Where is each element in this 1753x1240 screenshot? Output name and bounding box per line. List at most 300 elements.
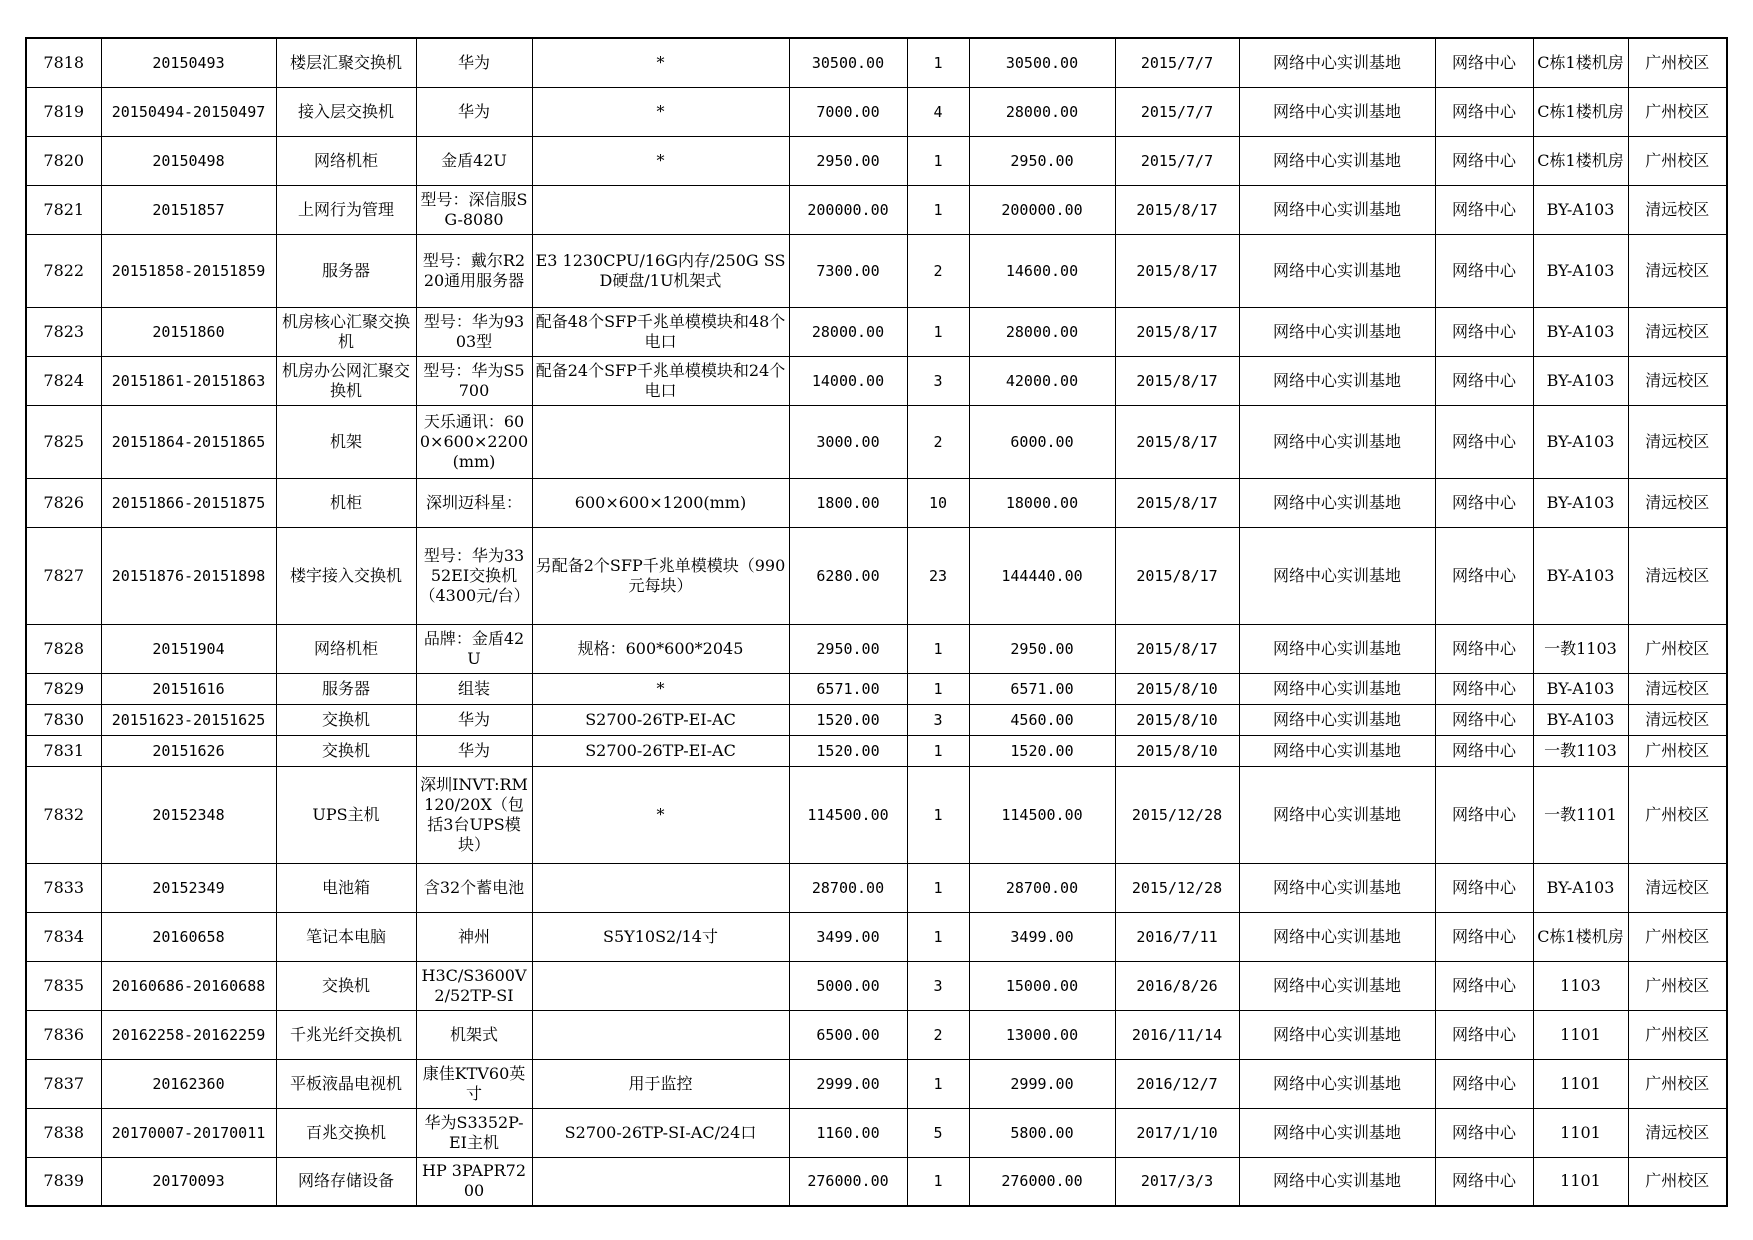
manager-cell: 网络中心 <box>1435 673 1533 704</box>
purchase-date-cell: 2015/8/17 <box>1115 478 1239 527</box>
quantity-cell: 1 <box>907 624 969 673</box>
purchase-date-cell: 2015/7/7 <box>1115 136 1239 185</box>
location-cell: BY-A103 <box>1533 863 1628 912</box>
specification-cell <box>532 405 789 478</box>
brand-model-cell: 组装 <box>416 673 532 704</box>
row-number-cell: 7833 <box>26 863 101 912</box>
asset-name-cell: 楼层汇聚交换机 <box>276 38 416 87</box>
row-number-cell: 7821 <box>26 185 101 234</box>
specification-cell <box>532 185 789 234</box>
brand-model-cell: 品牌：金盾42U <box>416 624 532 673</box>
department-cell: 网络中心实训基地 <box>1239 1157 1435 1206</box>
specification-cell: S2700-26TP-EI-AC <box>532 704 789 735</box>
department-cell: 网络中心实训基地 <box>1239 87 1435 136</box>
specification-cell: * <box>532 766 789 863</box>
table-row <box>26 1108 1727 1157</box>
quantity-cell: 2 <box>907 405 969 478</box>
manager-cell: 网络中心 <box>1435 704 1533 735</box>
manager-cell: 网络中心 <box>1435 136 1533 185</box>
unit-price-cell: 2950.00 <box>789 624 907 673</box>
total-amount-cell: 42000.00 <box>969 356 1115 405</box>
brand-model-cell: 深圳INVT:RM120/20X（包括3台UPS模块） <box>416 766 532 863</box>
quantity-cell: 2 <box>907 234 969 307</box>
campus-cell: 清远校区 <box>1628 478 1727 527</box>
specification-cell: S2700-26TP-EI-AC <box>532 735 789 766</box>
location-cell: BY-A103 <box>1533 234 1628 307</box>
campus-cell: 广州校区 <box>1628 912 1727 961</box>
row-number-cell: 7829 <box>26 673 101 704</box>
campus-cell: 广州校区 <box>1628 766 1727 863</box>
total-amount-cell: 2950.00 <box>969 624 1115 673</box>
department-cell: 网络中心实训基地 <box>1239 912 1435 961</box>
total-amount-cell: 2950.00 <box>969 136 1115 185</box>
asset-code-cell: 20151864-20151865 <box>101 405 276 478</box>
total-amount-cell: 4560.00 <box>969 704 1115 735</box>
location-cell: BY-A103 <box>1533 185 1628 234</box>
quantity-cell: 5 <box>907 1108 969 1157</box>
department-cell: 网络中心实训基地 <box>1239 704 1435 735</box>
manager-cell: 网络中心 <box>1435 38 1533 87</box>
campus-cell: 清远校区 <box>1628 234 1727 307</box>
unit-price-cell: 6500.00 <box>789 1010 907 1059</box>
unit-price-cell: 2999.00 <box>789 1059 907 1108</box>
row-number-cell: 7822 <box>26 234 101 307</box>
brand-model-cell: 型号：华为9303型 <box>416 307 532 356</box>
row-number-cell: 7832 <box>26 766 101 863</box>
quantity-cell: 23 <box>907 527 969 624</box>
table-row <box>26 704 1727 735</box>
asset-name-cell: UPS主机 <box>276 766 416 863</box>
purchase-date-cell: 2015/8/17 <box>1115 185 1239 234</box>
location-cell: 一教1103 <box>1533 624 1628 673</box>
table-row <box>26 136 1727 185</box>
table-row <box>26 766 1727 863</box>
brand-model-cell: 金盾42U <box>416 136 532 185</box>
location-cell: 1101 <box>1533 1157 1628 1206</box>
row-number-cell: 7835 <box>26 961 101 1010</box>
purchase-date-cell: 2015/8/10 <box>1115 735 1239 766</box>
unit-price-cell: 7300.00 <box>789 234 907 307</box>
row-number-cell: 7827 <box>26 527 101 624</box>
campus-cell: 清远校区 <box>1628 307 1727 356</box>
location-cell: 一教1103 <box>1533 735 1628 766</box>
asset-code-cell: 20151866-20151875 <box>101 478 276 527</box>
table-row <box>26 405 1727 478</box>
unit-price-cell: 114500.00 <box>789 766 907 863</box>
table-row <box>26 735 1727 766</box>
location-cell: BY-A103 <box>1533 527 1628 624</box>
purchase-date-cell: 2015/8/17 <box>1115 527 1239 624</box>
row-number-cell: 7819 <box>26 87 101 136</box>
campus-cell: 广州校区 <box>1628 1059 1727 1108</box>
specification-cell <box>532 863 789 912</box>
campus-cell: 清远校区 <box>1628 527 1727 624</box>
campus-cell: 广州校区 <box>1628 87 1727 136</box>
table-row <box>26 1157 1727 1206</box>
asset-name-cell: 机架 <box>276 405 416 478</box>
specification-cell: E3 1230CPU/16G内存/250G SSD硬盘/1U机架式 <box>532 234 789 307</box>
manager-cell: 网络中心 <box>1435 1108 1533 1157</box>
quantity-cell: 3 <box>907 961 969 1010</box>
location-cell: 1101 <box>1533 1108 1628 1157</box>
specification-cell: * <box>532 87 789 136</box>
brand-model-cell: HP 3PAPR7200 <box>416 1157 532 1206</box>
department-cell: 网络中心实训基地 <box>1239 863 1435 912</box>
department-cell: 网络中心实训基地 <box>1239 405 1435 478</box>
asset-name-cell: 网络机柜 <box>276 136 416 185</box>
purchase-date-cell: 2016/8/26 <box>1115 961 1239 1010</box>
purchase-date-cell: 2015/8/17 <box>1115 234 1239 307</box>
unit-price-cell: 28700.00 <box>789 863 907 912</box>
brand-model-cell: 华为 <box>416 38 532 87</box>
unit-price-cell: 3000.00 <box>789 405 907 478</box>
brand-model-cell: 含32个蓄电池 <box>416 863 532 912</box>
asset-code-cell: 20152348 <box>101 766 276 863</box>
table-row <box>26 1059 1727 1108</box>
manager-cell: 网络中心 <box>1435 1010 1533 1059</box>
total-amount-cell: 200000.00 <box>969 185 1115 234</box>
brand-model-cell: 型号：华为S5700 <box>416 356 532 405</box>
specification-cell: 配备24个SFP千兆单模模块和24个电口 <box>532 356 789 405</box>
campus-cell: 清远校区 <box>1628 356 1727 405</box>
asset-table-body <box>26 38 1727 1206</box>
asset-name-cell: 上网行为管理 <box>276 185 416 234</box>
campus-cell: 广州校区 <box>1628 136 1727 185</box>
specification-cell: 配备48个SFP千兆单模模块和48个电口 <box>532 307 789 356</box>
purchase-date-cell: 2015/8/17 <box>1115 356 1239 405</box>
department-cell: 网络中心实训基地 <box>1239 1010 1435 1059</box>
total-amount-cell: 6571.00 <box>969 673 1115 704</box>
purchase-date-cell: 2017/1/10 <box>1115 1108 1239 1157</box>
row-number-cell: 7820 <box>26 136 101 185</box>
brand-model-cell: 华为 <box>416 735 532 766</box>
quantity-cell: 1 <box>907 136 969 185</box>
quantity-cell: 1 <box>907 185 969 234</box>
department-cell: 网络中心实训基地 <box>1239 185 1435 234</box>
purchase-date-cell: 2015/8/17 <box>1115 307 1239 356</box>
asset-name-cell: 接入层交换机 <box>276 87 416 136</box>
location-cell: BY-A103 <box>1533 673 1628 704</box>
specification-cell: 另配备2个SFP千兆单模模块（990元每块） <box>532 527 789 624</box>
brand-model-cell: 华为S3352P-EI主机 <box>416 1108 532 1157</box>
department-cell: 网络中心实训基地 <box>1239 136 1435 185</box>
brand-model-cell: 型号：戴尔R220通用服务器 <box>416 234 532 307</box>
total-amount-cell: 144440.00 <box>969 527 1115 624</box>
department-cell: 网络中心实训基地 <box>1239 356 1435 405</box>
purchase-date-cell: 2015/7/7 <box>1115 38 1239 87</box>
total-amount-cell: 14600.00 <box>969 234 1115 307</box>
department-cell: 网络中心实训基地 <box>1239 624 1435 673</box>
manager-cell: 网络中心 <box>1435 478 1533 527</box>
brand-model-cell: 型号：深信服SG-8080 <box>416 185 532 234</box>
total-amount-cell: 276000.00 <box>969 1157 1115 1206</box>
location-cell: 一教1101 <box>1533 766 1628 863</box>
department-cell: 网络中心实训基地 <box>1239 673 1435 704</box>
purchase-date-cell: 2015/8/17 <box>1115 405 1239 478</box>
total-amount-cell: 114500.00 <box>969 766 1115 863</box>
asset-name-cell: 服务器 <box>276 673 416 704</box>
specification-cell: S5Y10S2/14寸 <box>532 912 789 961</box>
unit-price-cell: 7000.00 <box>789 87 907 136</box>
total-amount-cell: 1520.00 <box>969 735 1115 766</box>
asset-code-cell: 20151858-20151859 <box>101 234 276 307</box>
brand-model-cell: 型号：华为3352EI交换机（4300元/台） <box>416 527 532 624</box>
unit-price-cell: 2950.00 <box>789 136 907 185</box>
location-cell: BY-A103 <box>1533 478 1628 527</box>
table-row <box>26 912 1727 961</box>
asset-code-cell: 20160686-20160688 <box>101 961 276 1010</box>
location-cell: 1103 <box>1533 961 1628 1010</box>
unit-price-cell: 200000.00 <box>789 185 907 234</box>
specification-cell <box>532 1157 789 1206</box>
location-cell: C栋1楼机房 <box>1533 136 1628 185</box>
department-cell: 网络中心实训基地 <box>1239 1059 1435 1108</box>
row-number-cell: 7837 <box>26 1059 101 1108</box>
row-number-cell: 7825 <box>26 405 101 478</box>
manager-cell: 网络中心 <box>1435 527 1533 624</box>
table-row <box>26 307 1727 356</box>
specification-cell: S2700-26TP-SI-AC/24口 <box>532 1108 789 1157</box>
asset-code-cell: 20162360 <box>101 1059 276 1108</box>
location-cell: BY-A103 <box>1533 356 1628 405</box>
quantity-cell: 1 <box>907 766 969 863</box>
row-number-cell: 7818 <box>26 38 101 87</box>
unit-price-cell: 1520.00 <box>789 735 907 766</box>
brand-model-cell: 康佳KTV60英寸 <box>416 1059 532 1108</box>
location-cell: C栋1楼机房 <box>1533 38 1628 87</box>
total-amount-cell: 28000.00 <box>969 87 1115 136</box>
purchase-date-cell: 2016/11/14 <box>1115 1010 1239 1059</box>
manager-cell: 网络中心 <box>1435 863 1533 912</box>
table-row <box>26 185 1727 234</box>
campus-cell: 清远校区 <box>1628 185 1727 234</box>
brand-model-cell: 机架式 <box>416 1010 532 1059</box>
specification-cell: * <box>532 673 789 704</box>
asset-code-cell: 20151876-20151898 <box>101 527 276 624</box>
brand-model-cell: 神州 <box>416 912 532 961</box>
manager-cell: 网络中心 <box>1435 185 1533 234</box>
table-row <box>26 527 1727 624</box>
purchase-date-cell: 2015/8/10 <box>1115 704 1239 735</box>
quantity-cell: 1 <box>907 38 969 87</box>
asset-code-cell: 20150494-20150497 <box>101 87 276 136</box>
asset-code-cell: 20151904 <box>101 624 276 673</box>
asset-table <box>25 37 1728 1207</box>
manager-cell: 网络中心 <box>1435 1059 1533 1108</box>
unit-price-cell: 28000.00 <box>789 307 907 356</box>
specification-cell: 600×600×1200(mm) <box>532 478 789 527</box>
manager-cell: 网络中心 <box>1435 307 1533 356</box>
quantity-cell: 3 <box>907 704 969 735</box>
purchase-date-cell: 2015/12/28 <box>1115 863 1239 912</box>
row-number-cell: 7839 <box>26 1157 101 1206</box>
asset-code-cell: 20150498 <box>101 136 276 185</box>
unit-price-cell: 3499.00 <box>789 912 907 961</box>
department-cell: 网络中心实训基地 <box>1239 766 1435 863</box>
total-amount-cell: 30500.00 <box>969 38 1115 87</box>
campus-cell: 清远校区 <box>1628 863 1727 912</box>
asset-name-cell: 平板液晶电视机 <box>276 1059 416 1108</box>
purchase-date-cell: 2015/8/17 <box>1115 624 1239 673</box>
unit-price-cell: 30500.00 <box>789 38 907 87</box>
total-amount-cell: 5800.00 <box>969 1108 1115 1157</box>
asset-code-cell: 20151857 <box>101 185 276 234</box>
brand-model-cell: 天乐通讯：600×600×2200(mm) <box>416 405 532 478</box>
manager-cell: 网络中心 <box>1435 234 1533 307</box>
campus-cell: 清远校区 <box>1628 1108 1727 1157</box>
asset-name-cell: 机房办公网汇聚交换机 <box>276 356 416 405</box>
table-row <box>26 234 1727 307</box>
location-cell: BY-A103 <box>1533 307 1628 356</box>
asset-code-cell: 20151860 <box>101 307 276 356</box>
quantity-cell: 1 <box>907 912 969 961</box>
unit-price-cell: 1800.00 <box>789 478 907 527</box>
location-cell: 1101 <box>1533 1059 1628 1108</box>
campus-cell: 广州校区 <box>1628 38 1727 87</box>
campus-cell: 广州校区 <box>1628 961 1727 1010</box>
quantity-cell: 2 <box>907 1010 969 1059</box>
table-row <box>26 863 1727 912</box>
manager-cell: 网络中心 <box>1435 624 1533 673</box>
row-number-cell: 7828 <box>26 624 101 673</box>
row-number-cell: 7823 <box>26 307 101 356</box>
total-amount-cell: 18000.00 <box>969 478 1115 527</box>
asset-code-cell: 20150493 <box>101 38 276 87</box>
purchase-date-cell: 2017/3/3 <box>1115 1157 1239 1206</box>
unit-price-cell: 1520.00 <box>789 704 907 735</box>
asset-name-cell: 电池箱 <box>276 863 416 912</box>
quantity-cell: 1 <box>907 673 969 704</box>
total-amount-cell: 6000.00 <box>969 405 1115 478</box>
row-number-cell: 7830 <box>26 704 101 735</box>
asset-code-cell: 20151861-20151863 <box>101 356 276 405</box>
quantity-cell: 3 <box>907 356 969 405</box>
table-row <box>26 624 1727 673</box>
purchase-date-cell: 2016/7/11 <box>1115 912 1239 961</box>
table-row <box>26 478 1727 527</box>
asset-name-cell: 笔记本电脑 <box>276 912 416 961</box>
asset-code-cell: 20151623-20151625 <box>101 704 276 735</box>
department-cell: 网络中心实训基地 <box>1239 38 1435 87</box>
purchase-date-cell: 2015/7/7 <box>1115 87 1239 136</box>
asset-name-cell: 机房核心汇聚交换机 <box>276 307 416 356</box>
manager-cell: 网络中心 <box>1435 405 1533 478</box>
campus-cell: 清远校区 <box>1628 405 1727 478</box>
table-row <box>26 38 1727 87</box>
unit-price-cell: 276000.00 <box>789 1157 907 1206</box>
asset-name-cell: 百兆交换机 <box>276 1108 416 1157</box>
quantity-cell: 4 <box>907 87 969 136</box>
asset-code-cell: 20162258-20162259 <box>101 1010 276 1059</box>
location-cell: BY-A103 <box>1533 405 1628 478</box>
asset-name-cell: 楼宇接入交换机 <box>276 527 416 624</box>
quantity-cell: 1 <box>907 863 969 912</box>
total-amount-cell: 28700.00 <box>969 863 1115 912</box>
manager-cell: 网络中心 <box>1435 87 1533 136</box>
table-row <box>26 961 1727 1010</box>
row-number-cell: 7834 <box>26 912 101 961</box>
campus-cell: 清远校区 <box>1628 673 1727 704</box>
brand-model-cell: 深圳迈科星： <box>416 478 532 527</box>
row-number-cell: 7836 <box>26 1010 101 1059</box>
total-amount-cell: 3499.00 <box>969 912 1115 961</box>
asset-name-cell: 交换机 <box>276 735 416 766</box>
table-row <box>26 356 1727 405</box>
asset-name-cell: 网络存储设备 <box>276 1157 416 1206</box>
asset-code-cell: 20170093 <box>101 1157 276 1206</box>
campus-cell: 广州校区 <box>1628 1157 1727 1206</box>
department-cell: 网络中心实训基地 <box>1239 478 1435 527</box>
manager-cell: 网络中心 <box>1435 1157 1533 1206</box>
quantity-cell: 1 <box>907 307 969 356</box>
total-amount-cell: 13000.00 <box>969 1010 1115 1059</box>
specification-cell: * <box>532 38 789 87</box>
department-cell: 网络中心实训基地 <box>1239 307 1435 356</box>
manager-cell: 网络中心 <box>1435 356 1533 405</box>
quantity-cell: 1 <box>907 735 969 766</box>
asset-name-cell: 网络机柜 <box>276 624 416 673</box>
asset-code-cell: 20160658 <box>101 912 276 961</box>
campus-cell: 广州校区 <box>1628 735 1727 766</box>
asset-name-cell: 交换机 <box>276 961 416 1010</box>
unit-price-cell: 6571.00 <box>789 673 907 704</box>
department-cell: 网络中心实训基地 <box>1239 527 1435 624</box>
unit-price-cell: 14000.00 <box>789 356 907 405</box>
location-cell: C栋1楼机房 <box>1533 87 1628 136</box>
department-cell: 网络中心实训基地 <box>1239 234 1435 307</box>
department-cell: 网络中心实训基地 <box>1239 961 1435 1010</box>
row-number-cell: 7838 <box>26 1108 101 1157</box>
brand-model-cell: 华为 <box>416 704 532 735</box>
quantity-cell: 1 <box>907 1059 969 1108</box>
asset-code-cell: 20151616 <box>101 673 276 704</box>
campus-cell: 广州校区 <box>1628 1010 1727 1059</box>
manager-cell: 网络中心 <box>1435 961 1533 1010</box>
asset-name-cell: 机柜 <box>276 478 416 527</box>
campus-cell: 清远校区 <box>1628 704 1727 735</box>
row-number-cell: 7831 <box>26 735 101 766</box>
brand-model-cell: H3C/S3600V2/52TP-SI <box>416 961 532 1010</box>
table-row <box>26 87 1727 136</box>
quantity-cell: 10 <box>907 478 969 527</box>
row-number-cell: 7824 <box>26 356 101 405</box>
asset-name-cell: 千兆光纤交换机 <box>276 1010 416 1059</box>
table-row <box>26 673 1727 704</box>
asset-name-cell: 服务器 <box>276 234 416 307</box>
specification-cell <box>532 961 789 1010</box>
total-amount-cell: 2999.00 <box>969 1059 1115 1108</box>
brand-model-cell: 华为 <box>416 87 532 136</box>
unit-price-cell: 1160.00 <box>789 1108 907 1157</box>
purchase-date-cell: 2015/12/28 <box>1115 766 1239 863</box>
specification-cell: 用于监控 <box>532 1059 789 1108</box>
purchase-date-cell: 2016/12/7 <box>1115 1059 1239 1108</box>
asset-code-cell: 20170007-20170011 <box>101 1108 276 1157</box>
table-row <box>26 1010 1727 1059</box>
purchase-date-cell: 2015/8/10 <box>1115 673 1239 704</box>
manager-cell: 网络中心 <box>1435 735 1533 766</box>
unit-price-cell: 5000.00 <box>789 961 907 1010</box>
total-amount-cell: 15000.00 <box>969 961 1115 1010</box>
location-cell: BY-A103 <box>1533 704 1628 735</box>
department-cell: 网络中心实训基地 <box>1239 735 1435 766</box>
specification-cell <box>532 1010 789 1059</box>
unit-price-cell: 6280.00 <box>789 527 907 624</box>
manager-cell: 网络中心 <box>1435 912 1533 961</box>
asset-code-cell: 20151626 <box>101 735 276 766</box>
location-cell: 1101 <box>1533 1010 1628 1059</box>
quantity-cell: 1 <box>907 1157 969 1206</box>
